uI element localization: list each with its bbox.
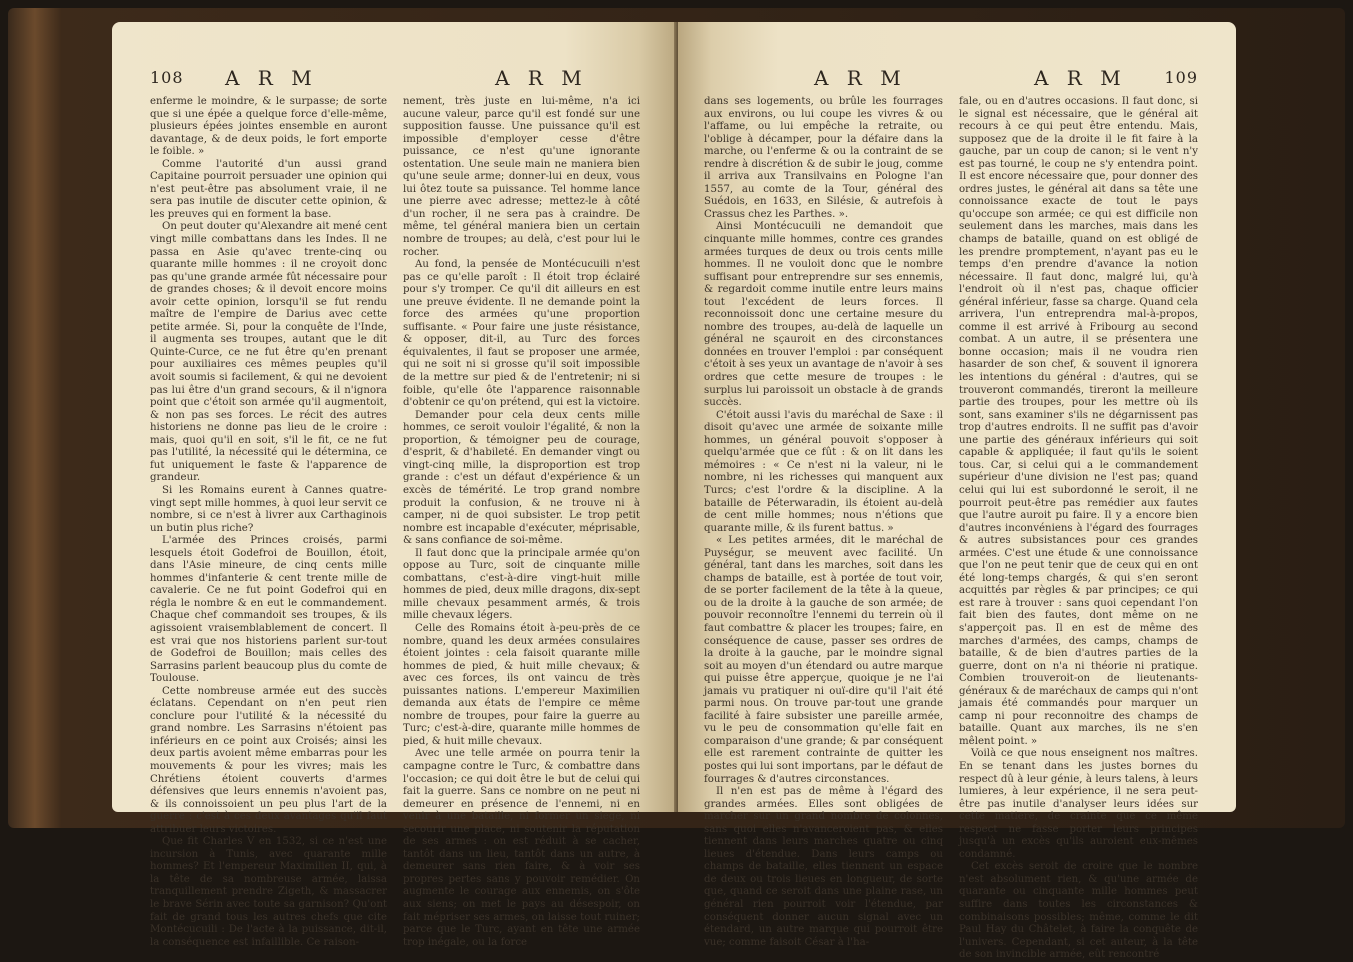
running-head: A R M [1034,66,1127,90]
running-head: A R M [225,66,318,90]
paragraph: dans ses logements, ou brûle les fourrages aux environs, ou lui coupe les vivres & ou l'affame, ou lui empêche la retraite, ou l'oblige à décamper, pour la défaire dans la marche, ou l'enferme & ou la contraint de se rendre à discrétion & de subir le joug, comme il arriva aux Transilvains en Pologne l'an 1557, au comte de la Tour, général des Suédois, en 1633, en Silésie, & autrefois à Crassus chez les Parthes. ». [704,96,943,220]
left-page-header [150,62,640,96]
right-page [678,22,1236,961]
paragraph: Cette nombreuse armée eut des succès éclatans. Cependant on n'en peut rien conclure pour l'utilité & la nécessité du grand nombre. Les Sarrasins n'étoient pas inférieurs en ce point aux Croisés; ainsi les deux partis avoient même embarras pour les mouvements & pour les vivres; mais les Chrétiens étoient couverts d'armes défensives que leurs ennemis n'avoient pas, & ils connoissoient un peu plus l'art de la guerre : c'est à ces deux avantages qu'il faut attribuer leurs victoires. [150,685,387,835]
page-number: 109 [1164,68,1198,87]
paragraph: enferme le moindre, & le surpasse; de sorte que si une épée a quelque force d'elle-même, plusieurs épées jointes ensemble en auront davantage, & de deux poids, le fort emporte le foible. » [150,96,387,158]
paragraph: nement, très juste en lui-même, n'a ici aucune valeur, parce qu'il est fondé sur une supposition fausse. Une puissance qu'il est impossible d'employer cesse d'être puissance, ce n'est qu'une ignorante ostentation. Une seule main ne maniera bien qu'une seule arme; donner-lui en deux, vous lui ôtez toute sa puissance. Tel homme lance une pierre avec adresse; mettez-le à côté d'un rocher, il ne sera pas à craindre. De même, tel général maniera bien un certain nombre de troupes; au delà, c'est pour lui le rocher. [403,96,640,258]
text-column-1 [150,96,387,949]
paragraph: C'étoit aussi l'avis du maréchal de Saxe : il disoit qu'avec une armée de soixante mille hommes, un général pouvoit s'opposer à quelqu'armée que ce fût : & on lit dans les mémoires : « Ce n'est ni la valeur, ni le nombre, ni les richesses qui manquent aux Turcs; c'est l'ordre & la discipline. A la bataille de Péterwaradin, ils étoient au-delà de cent mille hommes; nous n'étions que quarante mille, & ils furent battus. » [704,409,943,534]
running-head: A R M [495,66,588,90]
paragraph: Il n'en est pas de même à l'égard des grandes armées. Elles sont obligées de marcher sur un grand nombre de colonnes, sans quoi elles n'avanceroient pas, & elles tiennent dans leurs marches quatre ou cinq lieues d'étendue. Dans leurs camps ou champs de bataille, elles tiennent un espace de deux ou trois lieues en longueur, de sorte que, quand ce seroit dans une plaine rase, un général rien pourroit voir l'étendue, par conséquent donner aucun signal avec un étendard, un autre marque qui pourroit être vue; comme faisoit César à l'ha- [704,786,943,948]
paragraph: Avec une telle armée on pourra tenir la campagne contre le Turc, & combattre dans l'occasion; ce qui doit être le but de celui qui fait la guerre. Sans ce nombre on ne peut ni demeurer en présence de l'ennemi, ni en venir à une bataille, ni former un siege, ni secourir une place, ni soutenir la réputation de ses armes : on est réduit à se cacher, tantôt dans un lieu, tantôt dans un autre, à demeurer sans rien faire, & à voir ses propres pertes sans y pouvoir remédier. On augmente le courage aux ennemis, on s'ôte aux siens; on met le pays au désespoir, on fait mépriser ses armes, on laisse tout ruiner; parce que le Turc, ayant en tête une armée trop inégale, ou la force [403,748,640,948]
text-column-2 [403,96,640,949]
paragraph: fale, ou en d'autres occasions. Il faut donc, si le signal est nécessaire, que le général ait recours à ce qui peut être entendu. Mais, supposez que de la droite il le fit faire à la gauche, par un coup de canon; si le vent n'y est pas tourné, le coup ne s'y entendra point. Il est encore nécessaire que, pour donner des ordres justes, le général ait dans sa tête une connoissance exacte de tout le pays qu'occupe son armée; ce qui est difficile non seulement dans les marches, mais dans les champs de bataille, quand on est obligé de les prendre promptement, n'ayant pas eu le temps d'en prendre d'avance la notion nécessaire. Il faut donc, malgré lui, qu'à l'endroit où il n'est pas, chaque officier général inférieur, fasse sa charge. Quand cela arrivera, l'un entreprendra mal-à-propos, comme il est arrivé à Fribourg au second combat. A un autre, il se présentera une bonne occasion; mais il ne voudra rien hasarder de son chef, & souvent il ignorera les intentions du général : d'autres, qui se trouveront commandés, tireront la meilleure partie des troupes, pour les mettre où ils sont, sans examiner s'ils ne dégarnissent pas trop d'autres endroits. Il ne suffit pas d'avoir une partie des généraux inférieurs qui soit capable & appliquée; il faut qu'ils le soient tous. Car, si celui qui a le commandement supérieur d'une division ne l'est pas; quand celui qui lui est subordonné le seroit, il ne pourroit peut-être pas remédier aux fautes que l'autre auroit pu faire. Il y a encore bien d'autres inconvéniens à l'égard des fourrages & autres subsistances pour ces grandes armées. C'est une étude & une connoissance que l'on ne peut tenir que de ceux qui en ont été long-temps chargés, & qui s'en seront acquittés par règles & par principes; ce qui est rare à trouver : sans quoi cependant l'on fait bien des fautes, dont même on ne s'apperçoit pas. Il en est de même des marches d'armées, des camps, champs de bataille, & de bien d'autres parties de la guerre, dont on n'a ni théorie ni pratique. Combien trouveroit-on de lieutenants-généraux & de maréchaux de camps qui n'ont jamais été commandés pour marquer un camp ni pour reconnoitre des champs de bataille. Quant aux marches, ils ne s'en mêlent point. » [959,96,1198,747]
paragraph: Cet excès seroit de croire que le nombre n'est absolument rien, & qu'une armée de quarante ou cinquante mille hommes peut suffire dans toutes les circonstances & combinaisons possibles; même, comme le dit Paul Hay du Châtelet, à faire la conquête de l'univers. Cependant, si cet auteur, à la tête de son invincible armée, eût rencontré [959,861,1198,961]
text-columns [704,96,1198,962]
left-page [112,22,678,948]
text-columns [150,96,640,949]
paragraph: Il faut donc que la principale armée qu'on oppose au Turc, soit de cinquante mille combattans, c'est-à-dire vingt-huit mille hommes de pied, deux mille dragons, dix-sept mille chevaux pesamment armés, & trois mille chevaux légers. [403,547,640,622]
paragraph: Comme l'autorité d'un aussi grand Capitaine pourroit persuader une opinion qui n'est peut-être pas absolument vraie, il ne sera pas inutile de discuter cette opinion, & les preuves qui en forment la base. [150,158,387,220]
paragraph: On peut douter qu'Alexandre ait mené cent vingt mille combattans dans les Indes. Il ne passa en Asie qu'avec trente-cinq ou quarante mille hommes : il ne croyoit donc pas qu'une grande armée fût nécessaire pour de grandes choses; & il devoit encore moins avoir cette opinion, lorsqu'il se fut rendu maître de l'empire de Darius avec cette petite armée. Si, pour la conquête de l'Inde, il augmenta ses troupes, autant que le dit Quinte-Curce, ce ne fut être qu'en prenant pour auxiliaires ces mêmes peuples qu'il avoit soumis si facilement, & qui ne devoient pas lui être d'un grand secours, & il n'ignora point que c'étoit son armée qu'il augmentoit, & non pas ses forces. Le récit des autres historiens ne donne pas lieu de le croire : mais, quoi qu'il en soit, s'il le fit, ce ne fut pas l'utilité, la nécessité qui le détermina, ce fut uniquement le faste & l'apparence de grandeur. [150,221,387,484]
paragraph: Demander pour cela deux cents mille hommes, ce seroit vouloir l'égalité, & non la proportion, & témoigner peu de courage, d'esprit, & d'habileté. En demander vingt ou vingt-cinq mille, la disproportion est trop grande : c'est un défaut d'expérience & un excès de témérité. Le trop grand nombre produit la confusion, & ne trouve ni à camper, ni de quoi subsister. Le trop petit nombre est incapable d'exécuter, méprisable, & sans confiance de soi-même. [403,409,640,547]
right-page-header [704,62,1198,96]
paragraph: Si les Romains eurent à Cannes quatre-vingt sept mille hommes, à quoi leur servit ce nombre, si ce n'est à livrer aux Carthaginois un butin plus riche? [150,484,387,534]
paragraph: Que fit Charles V en 1532, si ce n'est une incursion à Tunis, avec quarante mille hommes? Et l'empereur Maximilien II, qui, à la tête de sa nombreuse armée, laissa tranquillement prendre Zigeth, & massacrer le brave Sérin avec toute sa garnison? Qu'ont fait de grand tous les autres chefs que cite Montécucuili : De l'acte à la puissance, dit-il, la conséquence est infaillible. Ce raison- [150,836,387,948]
running-head: A R M [814,66,907,90]
paragraph: Voilà ce que nous enseignent nos maîtres. En se tenant dans les justes bornes du respect dû à leur génie, à leurs talens, à leurs lumieres, à leur expérience, il ne sera peut-être pas inutile d'analyser leurs idées sur cette matiere, de crainte que ce même respect ne fasse porter leurs principes jusqu'à un excès qu'ils auroient eux-mêmes condamné. [959,748,1198,860]
paragraph: L'armée des Princes croisés, parmi lesquels étoit Godefroi de Bouillon, étoit, dans l'Asie mineure, de cinq cents mille hommes d'infanterie & cent trente mille de cavalerie. Ce ne fut point Godefroi qui en régla le nombre & en eut le commandement. Chaque chef commandoit ses troupes, & ils agissoient vraisemblablement de concert. Il est vrai que nos historiens parlent sur-tout de Godefroi de Bouillon; mais celles des Sarrasins parlent beaucoup plus du comte de Toulouse. [150,535,387,685]
paragraph: Ainsi Montécucuili ne demandoit que cinquante mille hommes, contre ces grandes armées turques de deux ou trois cents mille hommes. Il ne vouloit donc que le nombre suffisant pour entreprendre sur ses ennemis, & regardoit comme inutile entre leurs mains tout l'excédent de leurs forces. Il reconnoissoit donc une certaine mesure du nombre des troupes, au-delà de laquelle un général ne sçauroit en des circonstances données en trouver l'emploi : par conséquent c'étoit à ses yeux un avantage de n'avoir à ses ordres que cette mesure de troupes : le surplus lui paroissoit un obstacle à de grands succès. [704,221,943,409]
paragraph: « Les petites armées, dit le maréchal de Puységur, se meuvent avec facilité. Un général, tant dans les marches, soit dans les champs de bataille, est à portée de tout voir, de se porter facilement de la tête à la queue, ou de la droite à la gauche de son armée; de pouvoir reconnoître l'ennemi du terrein où il faut combattre & placer les troupes; faire, en conséquence de cause, passer ses ordres de la droite à la gauche, par le moindre signal soit au moyen d'un étendard ou autre marque qui puisse être apperçue, quoique je ne l'ai jamais vu pratiquer ni ouï-dire qu'il l'ait été parmi nous. On trouve par-tout une grande facilité à faire subsister une pareille armée, vu le peu de consommation qu'elle fait en comparaison d'une grande; & par conséquent elle est rarement contrainte de quitter les postes qui lui sont importans, par le défaut de fourrages & d'autres circonstances. [704,535,943,785]
text-column-2 [959,96,1198,962]
text-column-1 [704,96,943,962]
page-number: 108 [150,68,184,87]
paragraph: Au fond, la pensée de Montécucuili n'est pas ce qu'elle paroît : Il étoit trop éclairé pour s'y tromper. Ce qu'il dit ailleurs en est une preuve évidente. Il ne demande point la force des armées qu'une proportion suffisante. « Pour faire une juste résistance, & opposer, dit-il, au Turc des forces équivalentes, il faut se proposer une armée, qui ne soit ni si grosse qu'il soit impossible de la mettre sur pied & de l'entretenir; ni si foible, qu'elle ôte l'apparence raisonnable d'obtenir ce qu'on prétend, qui est la victoire. [403,259,640,409]
paragraph: Celle des Romains étoit à-peu-près de ce nombre, quand les deux armées consulaires étoient jointes : cela faisoit quarante mille hommes de pied, & huit mille chevaux; & avec ces forces, ils ont vaincu de très puissantes nations. L'empereur Maximilien demanda aux états de l'empire ce même nombre de troupes, pour faire la guerre au Turc; c'est-à-dire, quarante mille hommes de pied, & huit mille chevaux. [403,622,640,747]
